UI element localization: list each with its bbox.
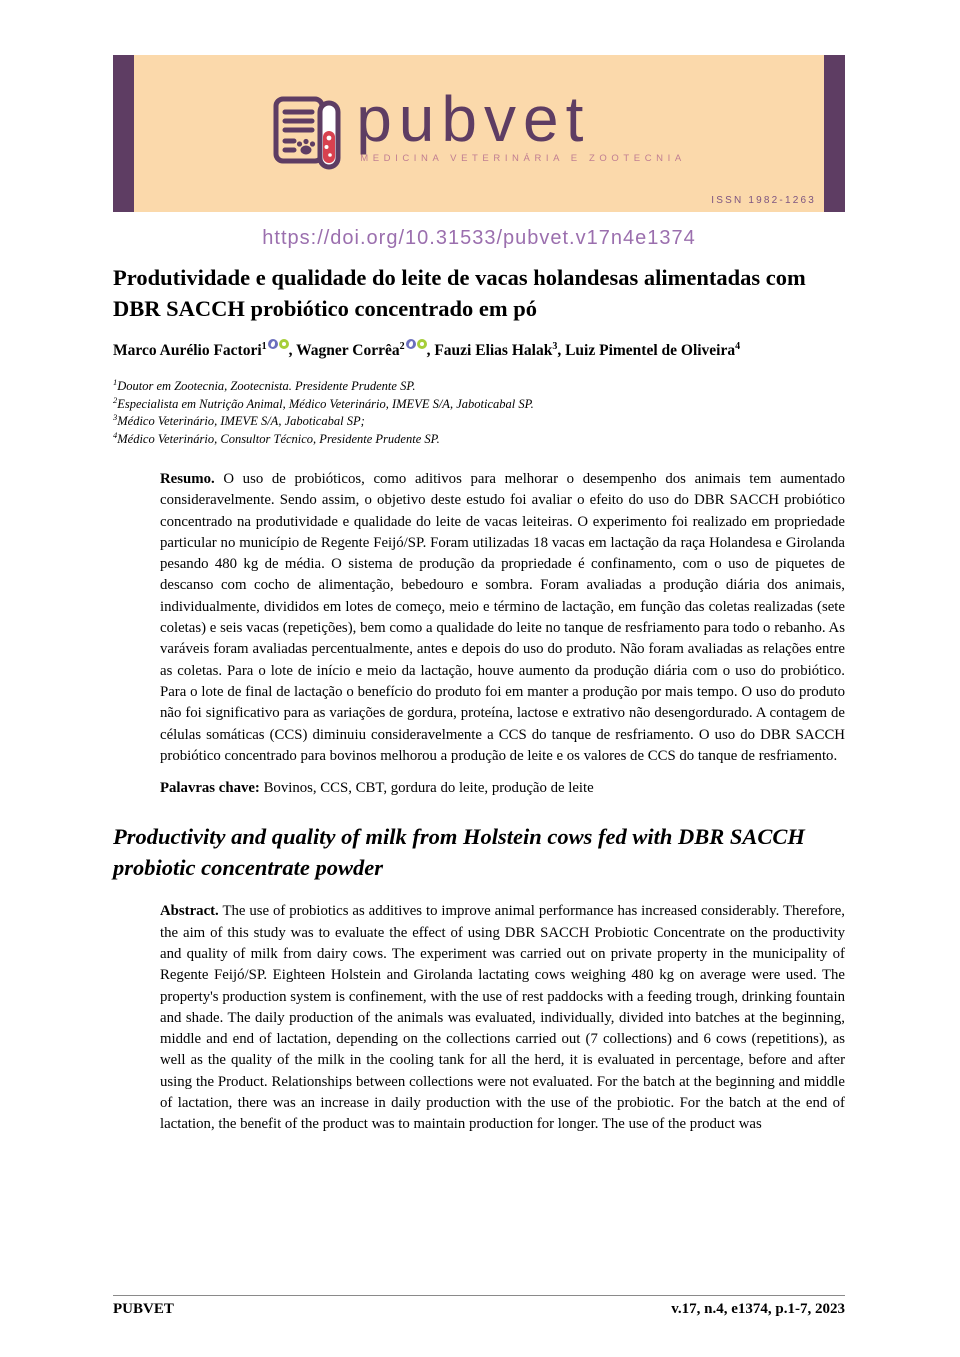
article-title-pt: Produtividade e qualidade do leite de vacas holandesas alimentadas com DBR SACCH probiótico concentrado em pó: [113, 265, 806, 321]
lattes-icon[interactable]: [268, 339, 278, 349]
affiliation-line: $^3$Médico Veterinário, IMEVE S/A, Jaboticabal SP;: [113, 412, 365, 429]
authors-line: Marco Aurélio Factori$^1$ , Wagner Corrêa$^2$ , Fauzi Elias Halak$^3$, Luiz Pimentel de Oliveira$^4$: [113, 341, 741, 360]
resumo-text: O uso de probióticos, como aditivos para melhorar o desempenho dos animais tem aumentado consideravelmente. Sendo assim, o objetivo deste estudo foi avaliar o efeito do uso do DBR SACCH probiótico concentrado na produtividade e qualidade do leite de vacas leiteiras. O experimento foi realizado em propriedade particular no município de Regente Feijó/SP. Foram utilizadas 18 vacas em lactação da raça Holandesa e Girolanda pesando 480 kg de média. O sistema de produção da propriedade é confinamento, com o uso de piquetes de descanso com cocho de alimentação, bebedouro e sombra. Foram avaliadas a produção diária dos animais, individualmente, divididos em lotes de começo, meio e término de lactação, em função das coletas realizadas (sete coletas) e seis vacas (repetições), bem como a qualidade do leite no tanque de resfriamento para todo o rebanho. As varáveis foram avaliadas percentualmente, antes e depois do uso do produto. Não foram avaliadas as relações entre as coletas. Para o lote de início e meio da lactação, houve aumento da produção diária com o uso do probiótico. Para o lote de final de lactação o benefício do produto foi em manter a produção por mais tempo. O uso do produto não foi significativo para as variações de gordura, proteína, lactose e extrativo não desengordurado. A contagem de células somáticas (CCS) diminuiu consideravelmente a CCS do tanque de resfriamento. O uso do DBR SACCH probiótico concentrado para bovinos melhorou a produção de leite e os valores de CCS do tanque de resfriamento.: [160, 470, 846, 764]
banner-left-bar: [113, 55, 134, 212]
affiliation-line: $^1$Doutor em Zootecnia, Zootecnista. Presidente Prudente SP.: [113, 377, 416, 394]
lattes-icon[interactable]: [406, 339, 416, 349]
affiliations-list: [113, 377, 845, 447]
abstract-label: Abstract.: [160, 903, 219, 920]
abstract-paragraph: [160, 901, 845, 1135]
test-tube-icon: [320, 103, 338, 167]
keywords-line: [160, 780, 845, 797]
abstract-text: The use of probiotics as additives to improve animal performance has increased considerably. Therefore, the aim of this study was to evaluate the effect of using DBR SACCH Probiotic Concentrate on the productivity and quality of milk from dairy cows. The experiment was carried out on private property in the municipality of Regente Feijó/SP. Eighteen Holstein and Girolanda lactating cows weighing 480 kg on average were used. The property's production system is confinement, with the use of rest paddocks with a feeding trough, drinking fountain and shade. The daily production of the animals was evaluated, individually, divided into batches at the beginning, middle and end of lactation, depending on the collections carried out (7 collections) and 6 cows (repetitions), as well as the quality of the milk in the cooling tank for all the herd, it is evaluated in percentage, before and after using the Product. Relationships between collections were not evaluated. For the batch at the beginning and middle of lactation, there was an increase in daily production with the use of the probiotic. For the batch at the end of lactation, the benefit of the product was to maintain production for longer. The use of the product was: [160, 903, 845, 1133]
affiliation-line: $^4$Médico Veterinário, Consultor Técnico, Presidente Prudente SP.: [113, 429, 440, 446]
author: Luiz Pimentel de Oliveira$^4$: [565, 341, 741, 360]
journal-banner: [113, 55, 845, 212]
journal-tagline: MEDICINA VETERINÁRIA E ZOOTECNIA: [360, 153, 686, 164]
footer-journal-name: PUBVET: [113, 1301, 174, 1317]
resumo-label: Resumo.: [160, 470, 215, 487]
author: Marco Aurélio Factori$^1$: [113, 342, 289, 359]
journal-document-icon: [272, 91, 346, 176]
orcid-icon[interactable]: [417, 339, 427, 349]
banner-background: [134, 55, 824, 212]
author: Fauzi Elias Halak$^3$: [434, 341, 558, 360]
issn-label: ISSN 1982-1263: [711, 195, 816, 206]
banner-right-bar: [824, 55, 845, 212]
keywords-text: Bovinos, CCS, CBT, gordura do leite, produção de leite: [263, 780, 594, 797]
article-title-en: Productivity and quality of milk from Holstein cows fed with DBR SACCH probiotic concentrate powder: [113, 824, 805, 880]
footer-citation: v.17, n.4, e1374, p.1-7, 2023: [671, 1301, 845, 1317]
pubvet-logo: [272, 83, 686, 176]
resumo-paragraph: [160, 469, 845, 767]
keywords-label: Palavras chave:: [160, 780, 260, 797]
affiliation-line: $^2$Especialista em Nutrição Animal, Médico Veterinário, IMEVE S/A, Jaboticabal SP.: [113, 394, 534, 411]
doi-row: [113, 227, 845, 250]
page-footer: [113, 1295, 845, 1318]
author: Wagner Corrêa$^2$: [296, 342, 426, 359]
orcid-icon[interactable]: [279, 339, 289, 349]
journal-wordmark: pubvet: [356, 83, 591, 155]
doi-link[interactable]: https://doi.org/10.31533/pubvet.v17n4e1374: [262, 227, 696, 249]
paw-icon: [297, 139, 315, 155]
